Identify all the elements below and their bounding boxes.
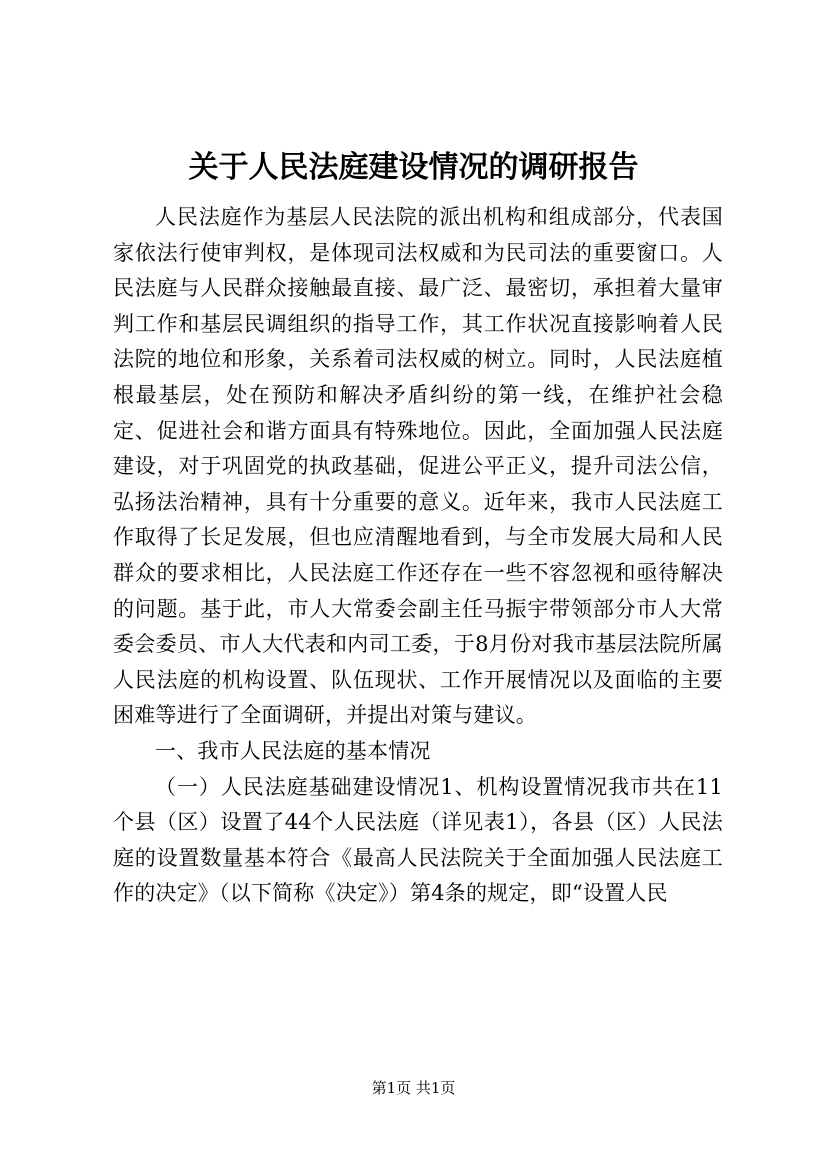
document-title: 关于人民法庭建设情况的调研报告 [188, 150, 639, 185]
page-footer: 第1页 共1页 [371, 1079, 456, 1097]
paragraph-infrastructure: （一）人民法庭基础建设情况1、机构设置情况我市共在11个县（区）设置了44个人民法庭（详见表1），各县（区）人民法庭的设置数量基本符合《最高人民法院关于全面加强人民法庭工作的决定》（以下简称《决定》）第4条的规定，即“设置人民 [113, 774, 723, 906]
section-heading: 一、我市人民法庭的基本情况 [155, 738, 431, 763]
paragraph-intro: 人民法庭作为基层人民法院的派出机构和组成部分，代表国家依法行使审判权，是体现司法权威和为民司法的重要窗口。人民法庭与人民群众接触最直接、最广泛、最密切，承担着大量审判工作和基层民调组织的指导工作，其工作状况直接影响着人民法院的地位和形象，关系着司法权威的树立。同时，人民法庭植根最基层，处在预防和解决矛盾纠纷的第一线，在维护社会稳定、促进社会和谐方面具有特殊地位。因此，全面加强人民法庭建设，对于巩固党的执政基础，促进公平正义，提升司法公信，弘扬法治精神，具有十分重要的意义。近年来，我市人民法庭工作取得了长足发展，但也应清醒地看到，与全市发展大局和人民群众的要求相比，人民法庭工作还存在一些不容忽视和亟待解决的问题。基于此，市人大常委会副主任马振宇带领部分市人大常委会委员、市人大代表和内司工委，于8月份对我市基层法院所属人民法庭的机构设置、队伍现状、工作开展情况以及面临的主要困难等进行了全面调研，并提出对策与建议。 [113, 205, 723, 728]
document-body [113, 200, 723, 912]
